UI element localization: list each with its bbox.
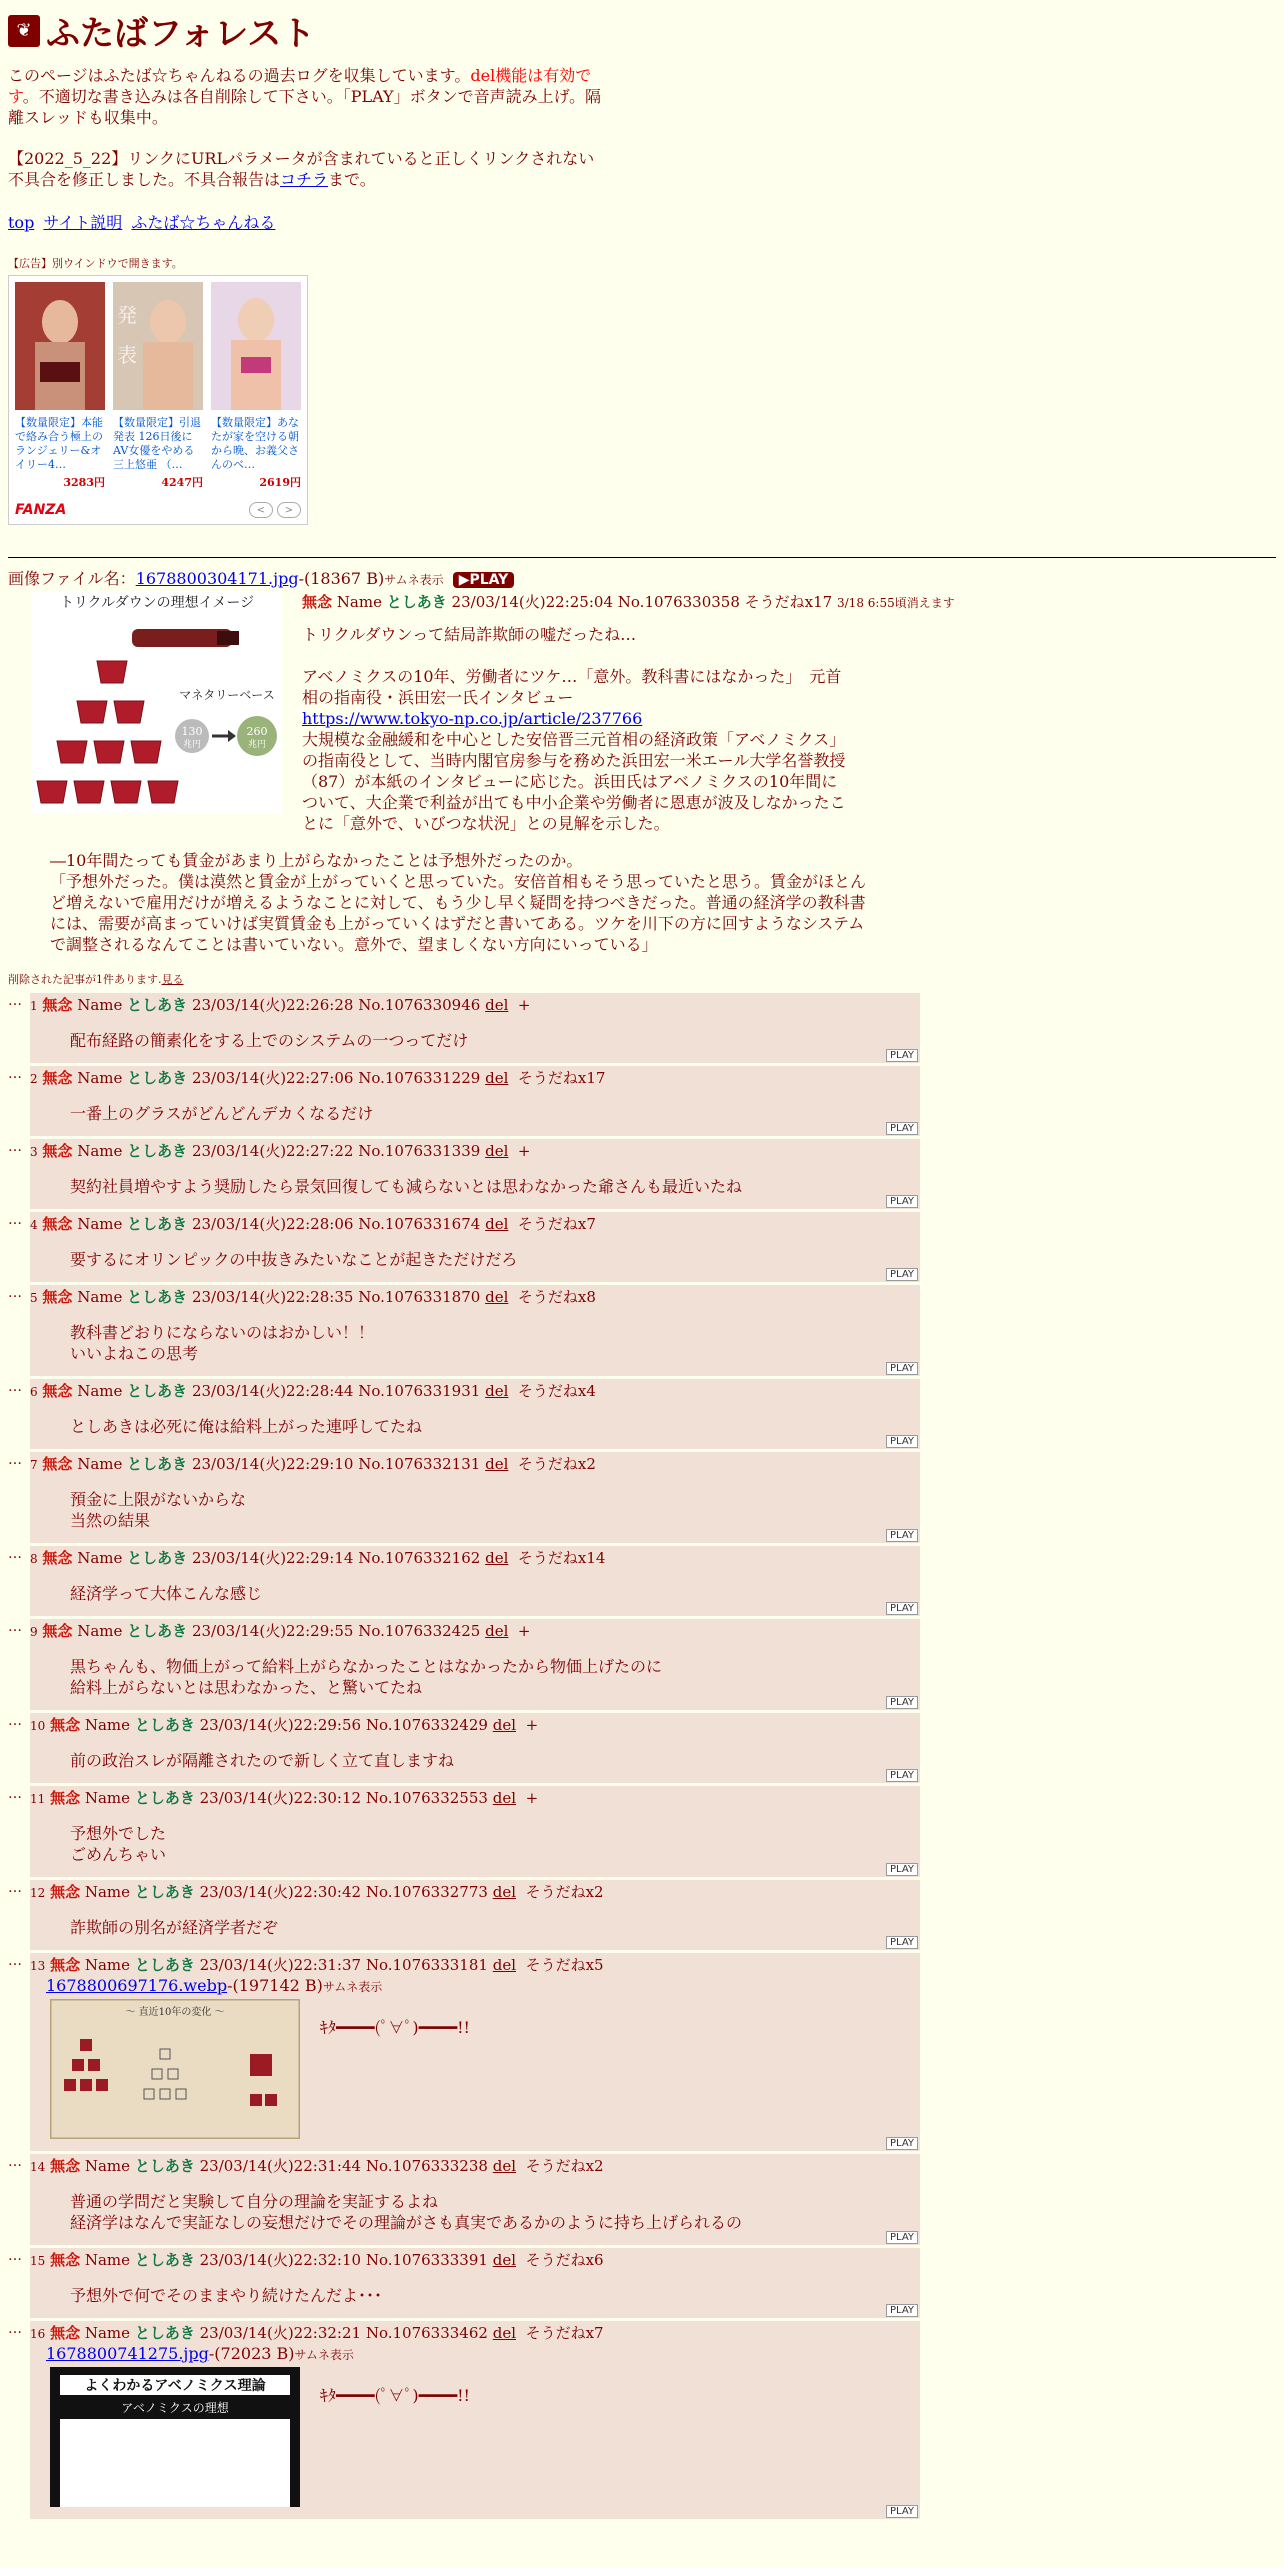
del-link[interactable]: del — [485, 996, 509, 1014]
reply-post — [30, 1953, 920, 2151]
reply-header — [30, 1955, 920, 1976]
reply-row — [8, 1786, 1276, 1877]
reply-name-label: Name — [77, 996, 123, 1014]
sodane-button[interactable]: そうだねx17 — [517, 1069, 606, 1087]
op-sodane[interactable]: そうだねx17 — [744, 593, 833, 611]
divider — [8, 557, 1276, 558]
reply-subject: 無念 — [42, 1069, 73, 1087]
reply-date: 23/03/14(火)22:29:56 — [199, 1716, 362, 1734]
nav-futaba-link[interactable]: ふたば☆ちゃんねる — [131, 213, 276, 232]
reply-play-button[interactable]: PLAY — [886, 1195, 918, 1208]
reply-row — [8, 1953, 1276, 2151]
reply-row — [8, 1066, 1276, 1136]
reply-header — [30, 1548, 920, 1569]
reply-header — [30, 1788, 920, 1809]
reply-post — [30, 1713, 920, 1783]
deleted-notice: 削除された記事が1件あります.見る — [8, 973, 184, 986]
reply-date: 23/03/14(火)22:32:21 — [199, 2324, 362, 2342]
reply-row — [8, 1452, 1276, 1543]
reply-number[interactable]: No.1076332162 — [358, 1549, 481, 1567]
ad-thumbnail[interactable] — [113, 282, 203, 410]
op-article-link[interactable]: https://www.tokyo-np.co.jp/article/237766 — [302, 709, 643, 728]
reply-number[interactable]: No.1076333462 — [365, 2324, 488, 2342]
op-image-value-1: 130 — [181, 725, 203, 738]
op-file-line: 画像ファイル名：1678800304171.jpg-(18367 B)サムネ表示 ▶PLAY — [8, 566, 1276, 589]
op-play-button[interactable]: ▶PLAY — [453, 572, 515, 588]
reply-play-button[interactable]: PLAY — [886, 1602, 918, 1615]
reply-file-line: 1678800741275.jpg-(72023 B)サムネ表示 — [46, 2344, 354, 2363]
reply-subject: 無念 — [50, 1883, 81, 1901]
reply-image-caption: よくわかるアベノミクス理論 — [84, 2378, 266, 2394]
reply-index: 14 — [30, 2160, 46, 2174]
reply-date: 23/03/14(火)22:30:12 — [199, 1789, 362, 1807]
reply-row — [8, 1713, 1276, 1783]
reply-number[interactable]: No.1076331339 — [358, 1142, 481, 1160]
reply-post — [30, 1880, 920, 1950]
reply-row — [8, 1379, 1276, 1449]
del-link[interactable]: del — [492, 2324, 517, 2342]
reply-subject: 無念 — [42, 1142, 73, 1160]
del-link[interactable]: del — [492, 1883, 517, 1901]
reply-post — [30, 1786, 920, 1877]
reply-body: 前の政治スレが隔離されたので新しく立て直しますね — [70, 1751, 455, 1770]
reply-header — [30, 995, 920, 1016]
reply-dots: … — [8, 2154, 22, 2170]
reply-name: としあき — [134, 2251, 195, 2269]
reply-name: としあき — [127, 1455, 188, 1473]
reply-index: 10 — [30, 1719, 46, 1733]
nav-top-link[interactable]: top — [8, 213, 35, 232]
sodane-button[interactable]: そうだねx2 — [525, 1883, 604, 1901]
ad-item-price: 4247円 — [161, 476, 203, 489]
reply-row — [8, 1880, 1276, 1950]
reply-name: としあき — [134, 2157, 195, 2175]
del-link[interactable]: del — [485, 1549, 509, 1567]
del-link[interactable]: del — [485, 1382, 509, 1400]
op-post — [8, 591, 1276, 834]
reply-subject: 無念 — [50, 1716, 81, 1734]
op-body-continued: ―10年間たっても賃金があまり上がらなかったことは予想外だったのか。 「予想外だった。僕は漠然と賃金が上がっていくと思っていた。安倍首相もそう思っていたと思う。賃金がほとんど増えないで雇用だけが増えるようなことに対して、もう少し早く疑問を持つべきだった。普通の経済学の教科書には、需要が高まっていけば実質賃金も上がっていくはずだと書いてある。ツケを川下の方に回すようなシステムで調整されるなんてことは書いていない。意外で、望ましくない方向にいっている」 — [50, 851, 867, 954]
op-image-value-2: 260 — [246, 725, 268, 738]
reply-dots: … — [8, 1713, 22, 1729]
op-file-link[interactable]: 1678800304171.jpg — [135, 569, 299, 588]
reply-header — [30, 1287, 920, 1308]
del-link[interactable]: del — [485, 1622, 509, 1640]
sodane-button[interactable]: そうだねx4 — [517, 1382, 596, 1400]
op-image-label: マネタリーベース — [179, 688, 275, 702]
del-link[interactable]: del — [485, 1455, 509, 1473]
reply-name-label: Name — [84, 1716, 131, 1734]
reply-number[interactable]: No.1076333181 — [365, 1956, 488, 1974]
reply-index: 5 — [30, 1291, 38, 1305]
del-link[interactable]: del — [492, 2157, 517, 2175]
reply-post — [30, 2248, 920, 2318]
reply-play-button[interactable]: PLAY — [886, 1769, 918, 1782]
reply-index: 4 — [30, 1218, 38, 1232]
reply-name: としあき — [127, 1215, 188, 1233]
reply-subject: 無念 — [50, 2251, 81, 2269]
reply-play-button[interactable]: PLAY — [886, 1268, 918, 1281]
reply-dots: … — [8, 1452, 22, 1468]
reply-name-label: Name — [84, 1789, 131, 1807]
reply-subject: 無念 — [42, 1622, 73, 1640]
sodane-button[interactable]: そうだねx6 — [525, 2251, 604, 2269]
ad-item[interactable] — [113, 282, 203, 490]
reply-dots: … — [8, 1880, 22, 1896]
reply-row — [8, 993, 1276, 1063]
reply-date: 23/03/14(火)22:28:35 — [191, 1288, 354, 1306]
ad-label: 【広告】別ウインドウで開きます。 — [8, 257, 183, 270]
reply-name: としあき — [127, 1142, 188, 1160]
reply-name: としあき — [134, 1956, 195, 1974]
reply-number[interactable]: No.1076332553 — [365, 1789, 488, 1807]
reply-dots: … — [8, 1285, 22, 1301]
reply-number[interactable]: No.1076332773 — [365, 1883, 488, 1901]
sodane-button[interactable]: そうだねx5 — [525, 1956, 604, 1974]
reply-post — [30, 1546, 920, 1616]
del-link[interactable]: del — [492, 1956, 517, 1974]
reply-play-button[interactable]: PLAY — [886, 1362, 918, 1375]
reply-post — [30, 993, 920, 1063]
reply-list — [8, 993, 1276, 2519]
reply-play-button[interactable]: PLAY — [886, 2505, 918, 2518]
show-deleted-link[interactable]: 見る — [161, 973, 184, 986]
reply-subject: 無念 — [50, 1789, 81, 1807]
futaba-leaf-icon: ❦ — [8, 15, 40, 47]
reply-subject: 無念 — [42, 1549, 73, 1567]
update-notice: 【2022_5_22】リンクにURLパラメータが含まれていると正しくリンクされない不具合を修正しました。不具合報告はコチラまで。 — [8, 149, 595, 189]
reply-name-label: Name — [84, 1956, 131, 1974]
reply-body: ｷﾀ━━━━(ﾟ∀ﾟ)━━━━!! — [320, 2018, 470, 2037]
reply-play-button[interactable]: PLAY — [886, 1435, 918, 1448]
reply-header — [30, 1214, 920, 1235]
reply-subject: 無念 — [42, 1288, 73, 1306]
reply-subject: 無念 — [42, 1215, 73, 1233]
reply-header — [30, 1454, 920, 1475]
reply-name-label: Name — [77, 1215, 123, 1233]
reply-header — [30, 2156, 920, 2177]
sodane-button[interactable]: そうだねx2 — [525, 2157, 604, 2175]
sodane-button[interactable]: + — [525, 1716, 539, 1734]
reply-name-label: Name — [77, 1288, 123, 1306]
reply-number[interactable]: No.1076333391 — [365, 2251, 488, 2269]
op-date: 23/03/14(火)22:25:04 — [451, 593, 613, 611]
thumb-toggle[interactable]: サムネ表示 — [384, 573, 444, 587]
reply-image-caption: ～ 直近10年の変化 ～ — [125, 2007, 225, 2018]
reply-date: 23/03/14(火)22:31:44 — [199, 2157, 362, 2175]
reply-play-button[interactable]: PLAY — [886, 1936, 918, 1949]
reply-post — [30, 2321, 920, 2519]
ad-item-title[interactable]: 【数量限定】本能で絡み合う極上のランジェリー&オイリー4… — [15, 416, 103, 471]
reply-dots: … — [8, 1786, 22, 1802]
reply-name-label: Name — [77, 1069, 123, 1087]
reply-subject: 無念 — [50, 2157, 81, 2175]
reply-number[interactable]: No.1076332131 — [358, 1455, 481, 1473]
reply-index: 12 — [30, 1886, 46, 1900]
reply-header — [30, 1068, 920, 1089]
reply-dots: … — [8, 1953, 22, 1969]
reply-subject: 無念 — [42, 996, 73, 1014]
reply-dots: … — [8, 1139, 22, 1155]
reply-row — [8, 1139, 1276, 1209]
del-link[interactable]: del — [485, 1288, 509, 1306]
reply-name: としあき — [134, 1789, 195, 1807]
del-link[interactable]: del — [485, 1142, 509, 1160]
reply-dots: … — [8, 1379, 22, 1395]
ad-item[interactable] — [211, 282, 301, 490]
reply-number[interactable]: No.1076331931 — [358, 1382, 481, 1400]
reply-row — [8, 1285, 1276, 1376]
reply-date: 23/03/14(火)22:28:44 — [191, 1382, 354, 1400]
reply-row — [8, 2154, 1276, 2245]
reply-number[interactable]: No.1076331674 — [358, 1215, 481, 1233]
reply-play-button[interactable]: PLAY — [886, 1049, 918, 1062]
reply-play-button[interactable]: PLAY — [886, 2137, 918, 2150]
op-subject: 無念 — [302, 593, 333, 611]
thumb-toggle[interactable]: サムネ表示 — [322, 1980, 383, 1994]
reply-index: 2 — [30, 1072, 38, 1086]
reply-name-label: Name — [77, 1549, 123, 1567]
reply-subject: 無念 — [50, 1956, 81, 1974]
reply-body: 詐欺師の別名が経済学者だぞ — [70, 1918, 279, 1937]
reply-index: 16 — [30, 2327, 46, 2341]
del-notice: del機能は有効です — [8, 66, 592, 106]
reply-image[interactable] — [50, 2367, 300, 2507]
reply-file-line: 1678800697176.webp-(197142 B)サムネ表示 — [46, 1976, 383, 1995]
sodane-button[interactable]: + — [517, 1142, 531, 1160]
reply-header — [30, 1882, 920, 1903]
reply-date: 23/03/14(火)22:29:10 — [191, 1455, 354, 1473]
reply-row — [8, 1619, 1276, 1710]
sodane-button[interactable]: そうだねx2 — [517, 1455, 596, 1473]
reply-body: 教科書どおりにならないのはおかしい！！ いいよねこの思考 — [70, 1323, 375, 1363]
reply-index: 7 — [30, 1458, 38, 1472]
reply-body: 経済学って大体こんな感じ — [70, 1584, 263, 1603]
reply-date: 23/03/14(火)22:32:10 — [199, 2251, 362, 2269]
reply-dots: … — [8, 2321, 22, 2337]
ad-item-title[interactable]: 【数量限定】引退発表 126日後にAV女優をやめる三上悠亜 （… — [113, 416, 201, 471]
reply-header — [30, 1141, 920, 1162]
report-link[interactable]: コチラ — [280, 170, 329, 189]
reply-date: 23/03/14(火)22:28:06 — [191, 1215, 354, 1233]
reply-name-label: Name — [84, 2324, 131, 2342]
reply-body: 要するにオリンピックの中抜きみたいなことが起きただけだろ — [70, 1250, 518, 1269]
reply-header — [30, 1621, 920, 1642]
reply-play-button[interactable]: PLAY — [886, 2231, 918, 2244]
ad-prev-icon[interactable]: < — [249, 502, 273, 518]
op-expire: 3/18 6:55頃消えます — [837, 596, 955, 610]
ad-thumbnail[interactable] — [211, 282, 301, 410]
sodane-button[interactable]: + — [525, 1789, 539, 1807]
reply-name: としあき — [134, 2324, 195, 2342]
reply-dots: … — [8, 1619, 22, 1635]
sodane-button[interactable]: そうだねx8 — [517, 1288, 596, 1306]
op-image-unit-1: 兆円 — [182, 740, 202, 750]
reply-date: 23/03/14(火)22:27:06 — [191, 1069, 354, 1087]
sodane-button[interactable]: + — [517, 996, 531, 1014]
op-header: 無念 Name としあき 23/03/14(火)22:25:04 No.1076330358 そうだねx17 3/18 6:55頃消えます — [302, 593, 955, 611]
sodane-button[interactable]: そうだねx14 — [517, 1549, 606, 1567]
reply-header — [30, 2323, 920, 2344]
reply-play-button[interactable]: PLAY — [886, 1863, 918, 1876]
reply-dots: … — [8, 993, 22, 1009]
ad-item-price: 2619円 — [259, 476, 301, 489]
reply-name: としあき — [134, 1883, 195, 1901]
reply-body: としあきは必死に俺は給料上がった連呼してたね — [70, 1417, 423, 1436]
reply-index: 9 — [30, 1625, 38, 1639]
reply-body: ｷﾀ━━━━(ﾟ∀ﾟ)━━━━!! — [320, 2386, 470, 2405]
reply-name: としあき — [127, 1288, 188, 1306]
op-body: トリクルダウンって結局詐欺師の嘘だったね… アベノミクスの10年、労働者にツケ…「意外。教科書にはなかった」 元首相の指南役・浜田宏一氏インタビュー https://www.tokyo-np.co.jp/article/237766 大規模な金融緩和を中心とした安倍晋三元首相の経済政策「アベノミクス」の指南役として、当時内閣官房参与を務めた浜田宏一米エール大学名誉教授（87）が本紙のインタビューに応じた。浜田氏はアベノミクスの10年間について、大企業で利益が出ても中小企業や労働者に恩恵が波及しなかったことに「意外で、いびつな状況」との見解を示した。 — [302, 625, 846, 833]
reply-number[interactable]: No.1076331870 — [358, 1288, 481, 1306]
reply-header — [30, 2250, 920, 2271]
reply-name: としあき — [127, 1382, 188, 1400]
svg-text:表: 表 — [117, 343, 137, 367]
reply-body: 普通の学問だと実験して自分の理論を実証するよね 経済学はなんで実証なしの妄想だけでその理論がさも真実であるかのように持ち上げられるの — [70, 2192, 743, 2232]
reply-index: 8 — [30, 1552, 38, 1566]
reply-row — [8, 1212, 1276, 1282]
ad-banner — [8, 275, 308, 525]
reply-date: 23/03/14(火)22:30:42 — [199, 1883, 362, 1901]
reply-play-button[interactable]: PLAY — [886, 1122, 918, 1135]
op-image[interactable] — [32, 591, 282, 813]
reply-file-link[interactable]: 1678800697176.webp — [46, 1976, 228, 1995]
reply-date: 23/03/14(火)22:31:37 — [199, 1956, 362, 1974]
reply-post — [30, 1379, 920, 1449]
sodane-button[interactable]: そうだねx7 — [517, 1215, 596, 1233]
reply-image[interactable] — [50, 1999, 300, 2139]
reply-play-button[interactable]: PLAY — [886, 1696, 918, 1709]
reply-subject: 無念 — [42, 1455, 73, 1473]
del-link[interactable]: del — [492, 2251, 517, 2269]
nav-links — [8, 210, 1276, 233]
reply-name-label: Name — [84, 1883, 131, 1901]
reply-subject: 無念 — [42, 1382, 73, 1400]
reply-header — [30, 1381, 920, 1402]
reply-body: 一番上のグラスがどんどんデカくなるだけ — [70, 1104, 374, 1123]
reply-number[interactable]: No.1076332429 — [365, 1716, 488, 1734]
reply-post — [30, 1285, 920, 1376]
reply-post — [30, 1139, 920, 1209]
intro-text: このページはふたば☆ちゃんねるの過去ログを収集しています。del機能は有効です。不適切な書き込みは各自削除して下さい。「PLAY」ボタンで音声読み上げ。隔離スレッドも収集中。 — [8, 66, 601, 127]
ad-thumbnail[interactable] — [15, 282, 105, 410]
reply-name-label: Name — [84, 2251, 131, 2269]
reply-index: 13 — [30, 1959, 46, 1973]
reply-number[interactable]: No.1076330946 — [358, 996, 481, 1014]
reply-row — [8, 2248, 1276, 2318]
ad-item[interactable] — [15, 282, 105, 490]
reply-play-button[interactable]: PLAY — [886, 1529, 918, 1542]
reply-name: としあき — [134, 1716, 195, 1734]
reply-date: 23/03/14(火)22:29:55 — [191, 1622, 354, 1640]
reply-dots: … — [8, 1546, 22, 1562]
reply-header — [30, 1715, 920, 1736]
del-link[interactable]: del — [492, 1789, 517, 1807]
site-title: ふたばフォレスト — [46, 14, 316, 54]
reply-dots: … — [8, 1212, 22, 1228]
reply-body: 予想外で何でそのままやり続けたんだよ･･･ — [70, 2286, 383, 2305]
ad-item-title[interactable]: 【数量限定】あなたが家を空ける朝から晩、お義父さんのベ… — [211, 416, 299, 471]
reply-subject: 無念 — [50, 2324, 81, 2342]
reply-index: 3 — [30, 1145, 38, 1159]
reply-dots: … — [8, 1066, 22, 1082]
reply-body: 予想外でした ごめんちゃい — [70, 1824, 167, 1864]
reply-post — [30, 1066, 920, 1136]
reply-post — [30, 1452, 920, 1543]
reply-play-button[interactable]: PLAY — [886, 2304, 918, 2317]
reply-date: 23/03/14(火)22:29:14 — [191, 1549, 354, 1567]
reply-name: としあき — [127, 996, 188, 1014]
site-header — [8, 6, 1276, 55]
reply-index: 1 — [30, 999, 38, 1013]
reply-dots: … — [8, 2248, 22, 2264]
op-number[interactable]: No.1076330358 — [617, 593, 740, 611]
op-image-title: トリクルダウンの理想イメージ — [59, 595, 255, 611]
del-link[interactable]: del — [485, 1069, 509, 1087]
reply-number[interactable]: No.1076333238 — [365, 2157, 488, 2175]
reply-name-label: Name — [77, 1622, 123, 1640]
reply-body: 預金に上限がないからな 当然の結果 — [70, 1490, 247, 1530]
reply-date: 23/03/14(火)22:27:22 — [191, 1142, 354, 1160]
reply-index: 11 — [30, 1792, 46, 1806]
reply-number[interactable]: No.1076332425 — [358, 1622, 481, 1640]
op-image-unit-2: 兆円 — [247, 740, 267, 750]
sodane-button[interactable]: そうだねx7 — [525, 2324, 604, 2342]
reply-body: 黒ちゃんも、物価上がって給料上がらなかったことはなかったから物価上げたのに 給料上がらないとは思わなかった、と驚いてたね — [70, 1657, 663, 1697]
reply-name: としあき — [127, 1622, 188, 1640]
reply-row — [8, 1546, 1276, 1616]
ad-item-price: 3283円 — [63, 476, 105, 489]
del-link[interactable]: del — [492, 1716, 517, 1734]
reply-name-label: Name — [77, 1142, 123, 1160]
reply-index: 15 — [30, 2254, 46, 2268]
reply-post — [30, 1619, 920, 1710]
reply-name: としあき — [127, 1069, 188, 1087]
thumb-toggle[interactable]: サムネ表示 — [294, 2348, 354, 2362]
reply-post — [30, 1212, 920, 1282]
reply-file-link[interactable]: 1678800741275.jpg — [46, 2344, 209, 2363]
op-name: としあき — [386, 593, 447, 611]
reply-name-label: Name — [77, 1455, 123, 1473]
reply-body: 配布経路の簡素化をする上でのシステムの一つってだけ — [70, 1031, 469, 1050]
reply-post — [30, 2154, 920, 2245]
ad-next-icon[interactable]: > — [277, 502, 301, 518]
svg-text:発: 発 — [117, 303, 137, 327]
reply-name-label: Name — [77, 1382, 123, 1400]
reply-number[interactable]: No.1076331229 — [358, 1069, 481, 1087]
sodane-button[interactable]: + — [517, 1622, 531, 1640]
reply-name-label: Name — [84, 2157, 131, 2175]
reply-row — [8, 2321, 1276, 2519]
reply-name: としあき — [127, 1549, 188, 1567]
del-link[interactable]: del — [485, 1215, 509, 1233]
nav-about-link[interactable]: サイト説明 — [43, 213, 123, 232]
fanza-logo[interactable]: FANZA — [15, 502, 67, 518]
reply-image-caption-2: アベノミクスの理想 — [121, 2401, 229, 2415]
reply-body: 契約社員増やすよう奨励したら景気回復しても減らないとは思わなかった爺さんも最近いたね — [70, 1177, 743, 1196]
reply-index: 6 — [30, 1385, 38, 1399]
reply-date: 23/03/14(火)22:26:28 — [191, 996, 354, 1014]
